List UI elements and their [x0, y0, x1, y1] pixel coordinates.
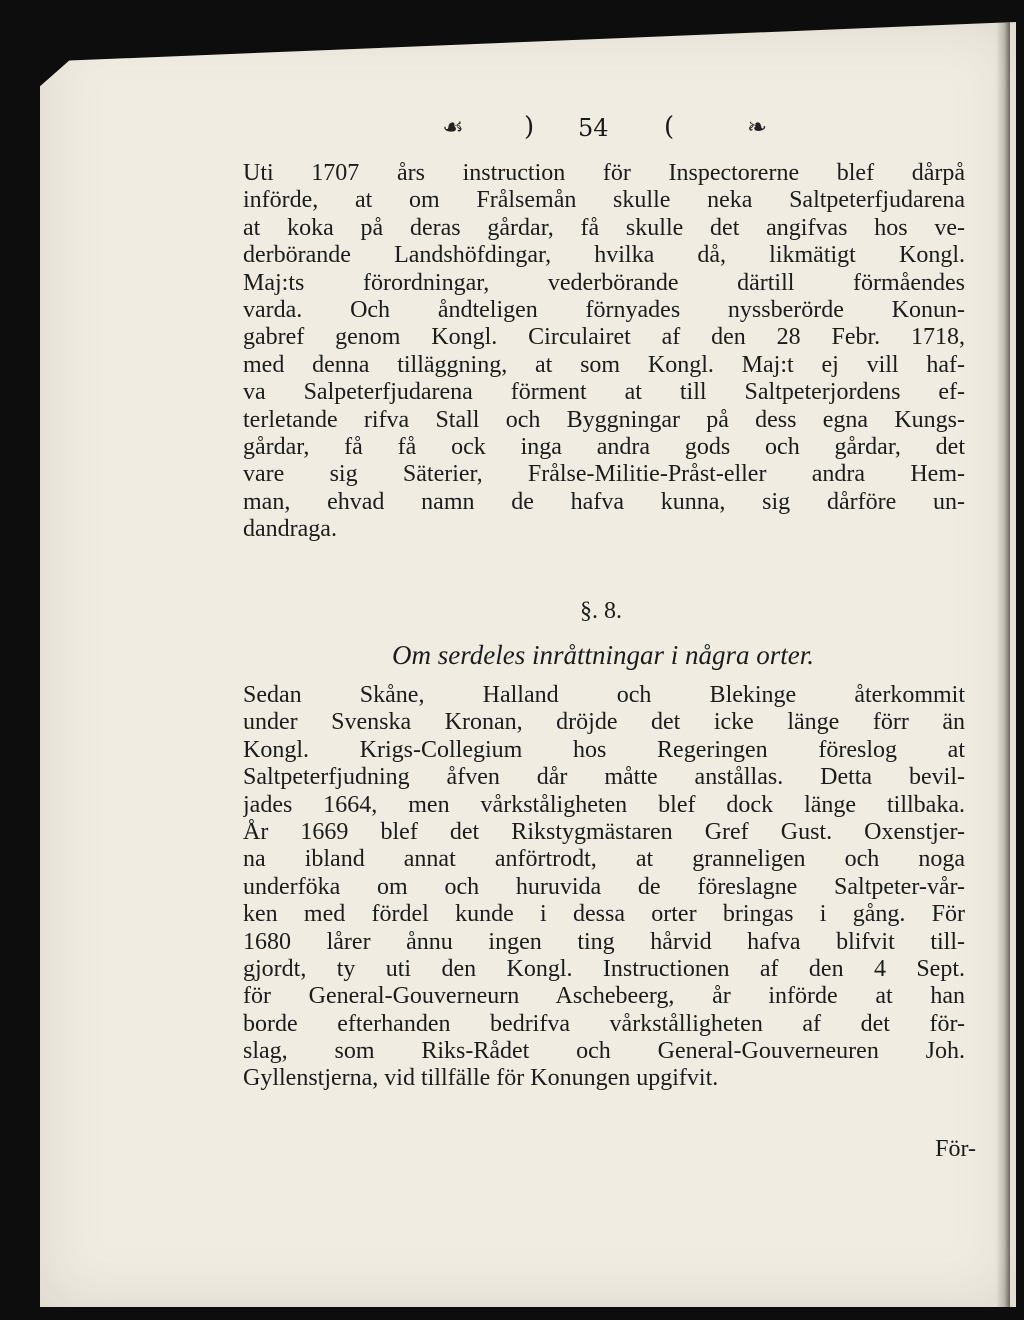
section-heading: Om serdeles inråttningar i några orter. — [391, 640, 814, 670]
paragraph-1-line: terletande rifva Stall och Byggningar på dess egna Kungs- — [243, 406, 965, 433]
paragraph-2-line: 1680 lårer ånnu ingen ting hårvid hafva blifvit till- — [243, 928, 965, 955]
paragraph-1-line: dandraga. — [243, 516, 337, 543]
paragraph-2-line: År 1669 blef det Rikstygmästaren Gref Gust. Oxenstjer- — [243, 818, 965, 845]
page-number: 54 — [578, 114, 609, 142]
paragraph-2-line: gjordt, ty uti den Kongl. Instructionen af den 4 Sept. — [243, 955, 965, 982]
header-right-paren: ( — [664, 112, 675, 142]
paragraph-2-line: jades 1664, men vårkståligheten blef dock länge tillbaka. — [243, 791, 965, 818]
paragraph-1-line: vare sig Säterier, Frålse-Militie-Pråst-eller andra Hem- — [243, 461, 965, 488]
paragraph-1-line: at koka på deras gårdar, få skulle det angifvas hos ve- — [243, 214, 965, 241]
page-header — [440, 110, 780, 150]
paragraph-2-line: Sedan Skåne, Halland och Blekinge återkommit — [243, 682, 965, 708]
catchword: För- — [935, 1136, 976, 1162]
paragraph-1 — [243, 160, 965, 543]
paragraph-1-line: gabref genom Kongl. Circulairet af den 28 Febr. 1718, — [243, 324, 965, 351]
paragraph-2-line: underföka om och huruvida de föreslagne Saltpeter-vår- — [243, 873, 965, 900]
paragraph-1-line: derbörande Landshöfdingar, hvilka då, likmätigt Kongl. — [243, 242, 965, 269]
paragraph-2-line: na ibland annat anförtrodt, at granneligen och noga — [243, 846, 965, 873]
paragraph-1-line: varda. Och åndteligen förnyades nyssberörde Konun- — [243, 296, 965, 323]
paragraph-1-line: gårdar, få få ock inga andra gods och gårdar, det — [243, 433, 965, 460]
paragraph-2-line: Saltpeterfjudning åfven dår måtte anstållas. Detta bevil- — [243, 764, 965, 791]
paragraph-1-line: införde, at om Frålsemån skulle neka Saltpeterfjudarena — [243, 187, 965, 214]
page-edge-shadow — [996, 22, 1010, 1307]
paragraph-2-line: under Svenska Kronan, dröjde det icke länge förr än — [243, 709, 965, 736]
paragraph-1-line: va Salpeterfjudarena förment at till Saltpeterjordens ef- — [243, 379, 965, 406]
paragraph-2-line: slag, som Riks-Rådet och General-Gouverneuren Joh. — [243, 1038, 965, 1065]
paragraph-2-line: ken med fördel kunde i dessa orter bringas i gång. För — [243, 901, 965, 928]
paragraph-1-line: med denna tilläggning, at som Kongl. Maj:t ej vill haf- — [243, 351, 965, 378]
section-number: §. 8. — [580, 598, 622, 624]
paragraph-2-line: Kongl. Krigs-Collegium hos Regeringen föreslog at — [243, 736, 965, 763]
paragraph-1-line: Uti 1707 års instruction för Inspectorerne blef dårpå — [243, 160, 965, 186]
header-left-paren: ) — [524, 112, 535, 142]
paragraph-2-line: Gyllenstjerna, vid tillfälle för Konungen upgifvit. — [243, 1065, 719, 1092]
ornament-right-icon: ❧ — [746, 113, 768, 141]
paragraph-2 — [243, 682, 965, 1093]
paragraph-2-line: borde efterhanden bedrifva vårkstålligheten af det för- — [243, 1010, 965, 1037]
paragraph-1-line: Maj:ts förordningar, vederbörande därtill förmåendes — [243, 269, 965, 296]
paragraph-2-line: för General-Gouverneurn Aschebeerg, år införde at han — [243, 983, 965, 1010]
paragraph-1-line: man, ehvad namn de hafva kunna, sig dårföre un- — [243, 488, 965, 515]
ornament-left-icon: ☙ — [442, 113, 464, 141]
